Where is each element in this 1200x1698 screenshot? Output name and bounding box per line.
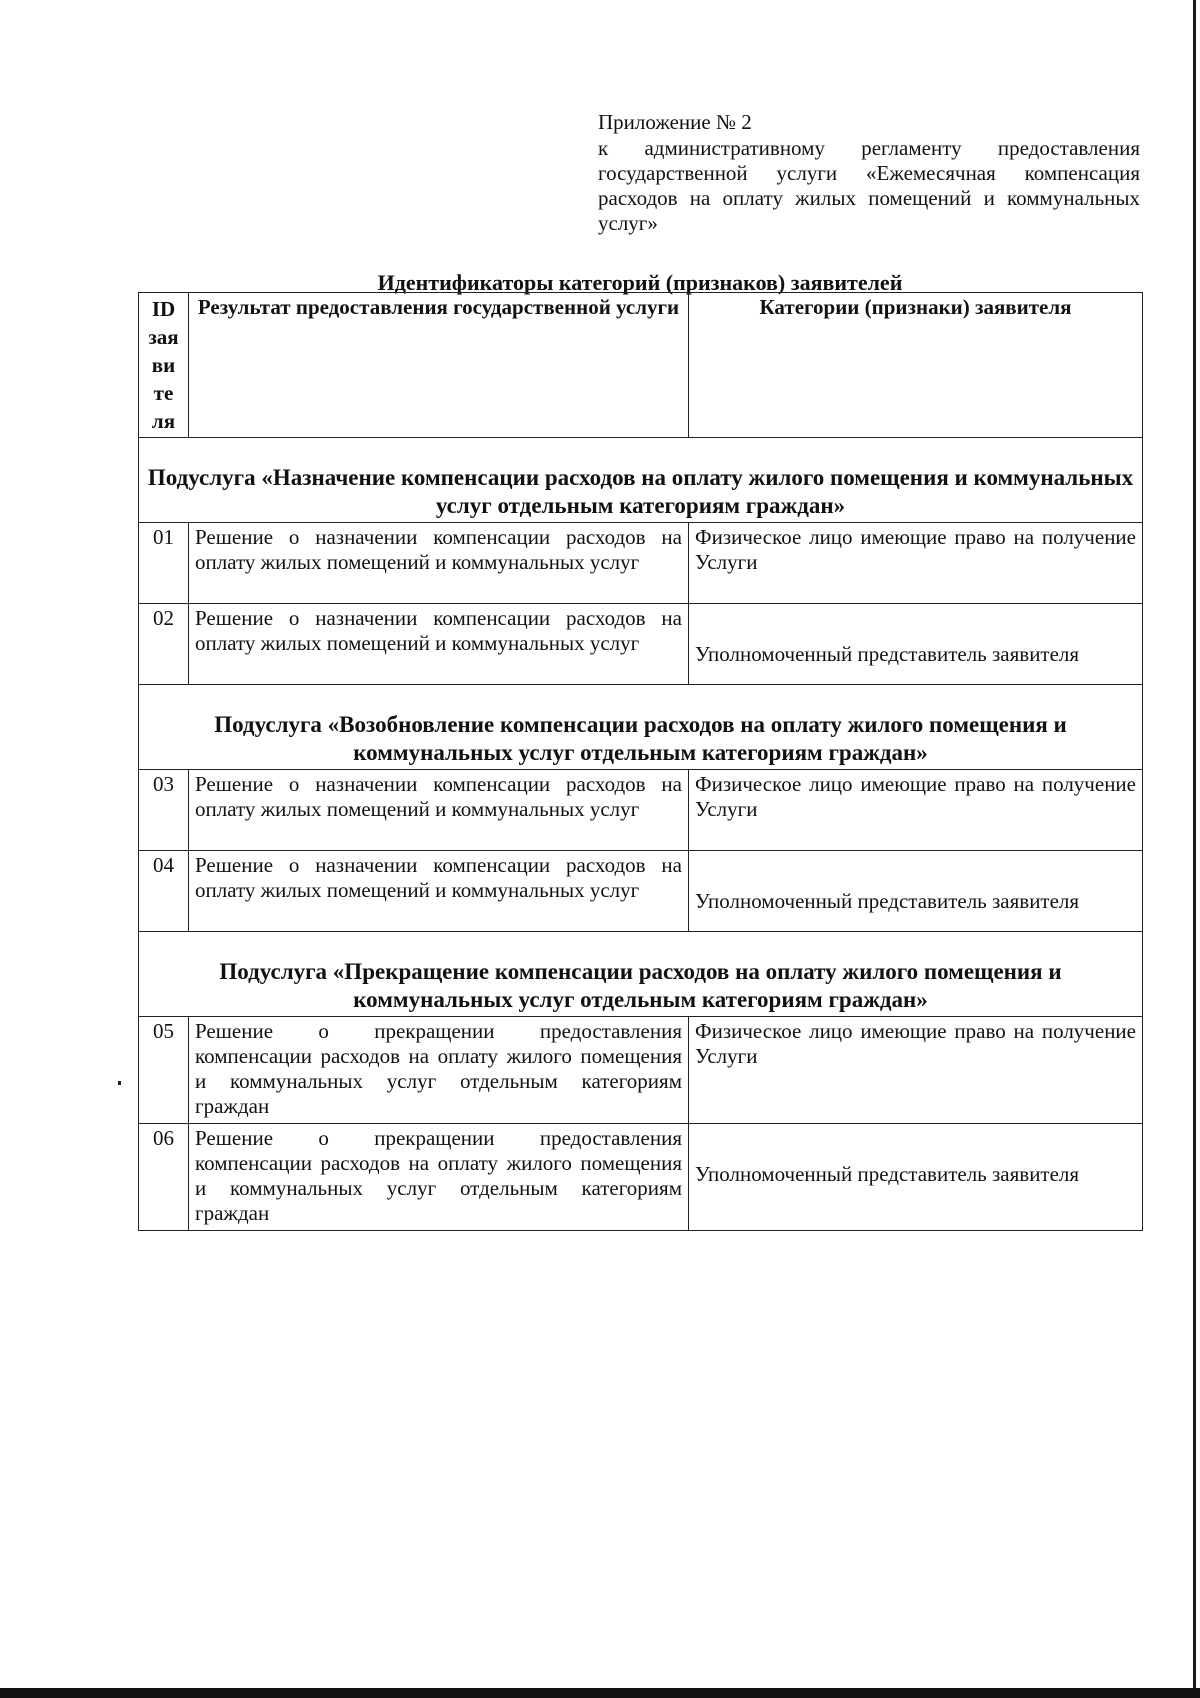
row-id: 01 <box>139 523 189 604</box>
row-id: 03 <box>139 770 189 851</box>
table-header-row <box>139 293 1143 438</box>
subservice-heading <box>139 932 1143 1017</box>
header-category: Категории (признаки) заявителя <box>689 293 1143 438</box>
subservice-heading <box>139 685 1143 770</box>
row-category: Уполномоченный представитель заявителя <box>689 851 1143 932</box>
row-result: Решение о назначении компенсации расходов на оплату жилых помещений и коммунальных услуг <box>189 770 689 851</box>
row-result: Решение о назначении компенсации расходов на оплату жилых помещений и коммунальных услуг <box>189 851 689 932</box>
table-row <box>139 770 1143 851</box>
table-row <box>139 851 1143 932</box>
header-result: Результат предоставления государственной услуги <box>189 293 689 438</box>
row-result: Решение о назначении компенсации расходов на оплату жилых помещений и коммунальных услуг <box>189 523 689 604</box>
row-result: Решение о прекращении предоставления компенсации расходов на оплату жилого помещения и коммунальных услуг отдельным категориям граждан <box>189 1017 689 1124</box>
table-row <box>139 523 1143 604</box>
table-row <box>139 1124 1143 1231</box>
row-id: 02 <box>139 604 189 685</box>
row-category: Физическое лицо имеющие право на получение Услуги <box>689 523 1143 604</box>
scan-edge-bottom <box>0 1688 1200 1698</box>
applicant-categories-table <box>138 292 1143 1231</box>
scan-speck <box>118 1081 121 1085</box>
subservice-heading-text: Подуслуга «Назначение компенсации расходов на оплату жилого помещения и коммунальных услуг отдельным категориям граждан» <box>139 438 1143 523</box>
subservice-heading <box>139 438 1143 523</box>
table-row <box>139 604 1143 685</box>
row-id: 04 <box>139 851 189 932</box>
table-row <box>139 1017 1143 1124</box>
row-result: Решение о прекращении предоставления компенсации расходов на оплату жилого помещения и коммунальных услуг отдельным категориям граждан <box>189 1124 689 1231</box>
appendix-header <box>598 110 1140 236</box>
row-id: 06 <box>139 1124 189 1231</box>
row-category: Уполномоченный представитель заявителя <box>689 1124 1143 1231</box>
header-id: ID зая ви те ля <box>139 293 189 438</box>
subservice-heading-text: Подуслуга «Прекращение компенсации расходов на оплату жилого помещения и коммунальных услуг отдельным категориям граждан» <box>139 932 1143 1017</box>
row-category: Физическое лицо имеющие право на получение Услуги <box>689 770 1143 851</box>
row-category: Уполномоченный представитель заявителя <box>689 604 1143 685</box>
appendix-reference: к административному регламенту предоставления государственной услуги «Ежемесячная компенсация расходов на оплату жилых помещений и коммунальных услуг» <box>598 136 1140 235</box>
row-id: 05 <box>139 1017 189 1124</box>
row-result: Решение о назначении компенсации расходов на оплату жилых помещений и коммунальных услуг <box>189 604 689 685</box>
row-category: Физическое лицо имеющие право на получение Услуги <box>689 1017 1143 1124</box>
scan-edge-right <box>1193 0 1196 1698</box>
subservice-heading-text: Подуслуга «Возобновление компенсации расходов на оплату жилого помещения и коммунальных услуг отдельным категориям граждан» <box>139 685 1143 770</box>
document-title: Идентификаторы категорий (признаков) заявителей <box>377 270 903 295</box>
appendix-number: Приложение № 2 <box>598 110 752 134</box>
